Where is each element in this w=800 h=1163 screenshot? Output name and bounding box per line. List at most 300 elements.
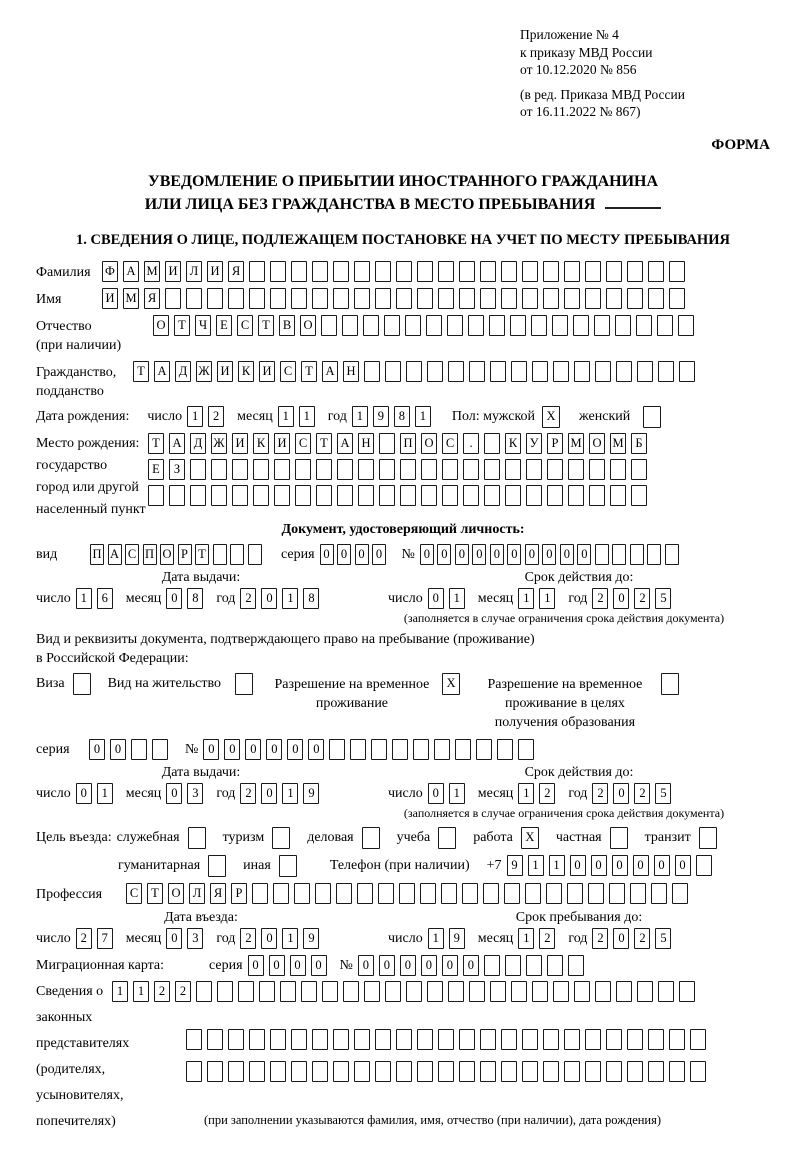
char-box[interactable]: 8 [394,406,410,427]
char-box[interactable]: 0 [542,544,556,565]
char-box[interactable]: 2 [539,928,555,949]
checkbox[interactable] [208,855,226,877]
char-box[interactable]: 0 [290,955,306,976]
char-box[interactable] [647,544,661,565]
char-box[interactable]: 1 [76,588,92,609]
char-box[interactable]: 2 [634,783,650,804]
char-box[interactable] [616,361,632,382]
char-box[interactable] [651,883,667,904]
char-box[interactable] [259,981,275,1002]
char-box[interactable] [396,1061,412,1082]
char-box[interactable]: 8 [187,588,203,609]
char-box[interactable] [610,485,626,506]
char-box[interactable]: 1 [518,928,534,949]
char-box[interactable]: 0 [355,544,369,565]
char-box[interactable]: Д [190,433,206,454]
char-box[interactable] [585,1029,601,1050]
char-box[interactable]: Ж [196,361,212,382]
char-box[interactable]: 1 [97,783,113,804]
char-box[interactable]: 1 [299,406,315,427]
char-box[interactable]: 0 [570,855,586,876]
char-box[interactable] [594,315,610,336]
char-box[interactable] [273,883,289,904]
char-box[interactable] [400,459,416,480]
char-box[interactable] [274,485,290,506]
char-box[interactable]: О [300,315,316,336]
char-box[interactable]: Е [148,459,164,480]
char-box[interactable] [333,1061,349,1082]
char-box[interactable] [441,883,457,904]
checkbox[interactable] [235,673,253,695]
char-box[interactable] [609,883,625,904]
char-box[interactable] [426,315,442,336]
char-box[interactable] [270,288,286,309]
char-box[interactable]: 1 [278,406,294,427]
char-box[interactable] [504,883,520,904]
char-box[interactable]: Т [316,433,332,454]
char-box[interactable]: 3 [187,783,203,804]
char-box[interactable] [249,1061,265,1082]
char-box[interactable] [690,1061,706,1082]
char-box[interactable]: П [400,433,416,454]
char-box[interactable]: А [169,433,185,454]
char-box[interactable]: Т [174,315,190,336]
char-box[interactable] [312,1029,328,1050]
char-box[interactable] [627,288,643,309]
char-box[interactable] [228,288,244,309]
char-box[interactable] [252,883,268,904]
char-box[interactable] [354,261,370,282]
char-box[interactable]: 2 [240,588,256,609]
char-box[interactable]: 0 [166,783,182,804]
char-box[interactable]: О [160,544,174,565]
char-box[interactable]: 0 [261,783,277,804]
char-box[interactable]: 1 [518,588,534,609]
char-box[interactable]: Т [301,361,317,382]
char-box[interactable]: 0 [525,544,539,565]
char-box[interactable]: 0 [203,739,219,760]
char-box[interactable] [186,288,202,309]
char-box[interactable] [505,955,521,976]
char-box[interactable]: С [125,544,139,565]
char-box[interactable]: 0 [400,955,416,976]
char-box[interactable] [406,361,422,382]
char-box[interactable] [280,981,296,1002]
char-box[interactable] [526,955,542,976]
char-box[interactable]: 2 [240,783,256,804]
char-box[interactable]: 0 [613,783,629,804]
char-box[interactable]: 2 [634,928,650,949]
char-box[interactable] [589,459,605,480]
char-box[interactable] [631,459,647,480]
char-box[interactable]: 0 [110,739,126,760]
char-box[interactable] [480,1029,496,1050]
char-box[interactable] [631,485,647,506]
char-box[interactable] [511,981,527,1002]
char-box[interactable] [131,739,147,760]
char-box[interactable] [238,981,254,1002]
char-box[interactable]: 7 [97,928,113,949]
char-box[interactable] [312,261,328,282]
char-box[interactable] [396,1029,412,1050]
char-box[interactable] [438,288,454,309]
char-box[interactable] [658,361,674,382]
char-box[interactable]: И [259,361,275,382]
char-box[interactable]: А [337,433,353,454]
char-box[interactable] [484,433,500,454]
char-box[interactable] [672,883,688,904]
char-box[interactable]: 2 [76,928,92,949]
char-box[interactable]: Я [228,261,244,282]
char-box[interactable]: Р [547,433,563,454]
char-box[interactable]: П [143,544,157,565]
char-box[interactable] [379,433,395,454]
char-box[interactable] [207,1061,223,1082]
char-box[interactable]: Л [186,261,202,282]
char-box[interactable]: 0 [320,544,334,565]
char-box[interactable]: И [165,261,181,282]
char-box[interactable] [637,981,653,1002]
char-box[interactable] [312,1061,328,1082]
char-box[interactable] [531,315,547,336]
char-box[interactable]: Ч [195,315,211,336]
char-box[interactable]: 0 [245,739,261,760]
char-box[interactable]: С [442,433,458,454]
char-box[interactable]: Р [178,544,192,565]
char-box[interactable]: 1 [449,783,465,804]
char-box[interactable]: К [238,361,254,382]
char-box[interactable] [270,1061,286,1082]
char-box[interactable] [396,261,412,282]
char-box[interactable]: 0 [675,855,691,876]
char-box[interactable]: О [589,433,605,454]
char-box[interactable] [522,288,538,309]
char-box[interactable] [469,981,485,1002]
char-box[interactable] [636,315,652,336]
char-box[interactable] [438,1029,454,1050]
char-box[interactable] [616,981,632,1002]
char-box[interactable] [459,261,475,282]
char-box[interactable] [501,1029,517,1050]
char-box[interactable]: М [123,288,139,309]
char-box[interactable]: 0 [308,739,324,760]
char-box[interactable] [501,288,517,309]
char-box[interactable]: П [90,544,104,565]
char-box[interactable]: 1 [539,588,555,609]
char-box[interactable] [567,883,583,904]
char-box[interactable] [547,485,563,506]
char-box[interactable] [459,1061,475,1082]
char-box[interactable] [249,1029,265,1050]
char-box[interactable]: 0 [311,955,327,976]
checkbox[interactable] [188,827,206,849]
char-box[interactable] [669,1061,685,1082]
char-box[interactable] [501,261,517,282]
char-box[interactable]: К [253,433,269,454]
char-box[interactable] [564,1061,580,1082]
char-box[interactable] [274,459,290,480]
char-box[interactable] [547,459,563,480]
char-box[interactable]: 2 [592,588,608,609]
char-box[interactable]: М [568,433,584,454]
checkbox[interactable]: X [521,827,539,849]
char-box[interactable] [413,739,429,760]
char-box[interactable]: 0 [490,544,504,565]
char-box[interactable]: З [169,459,185,480]
char-box[interactable]: И [274,433,290,454]
char-box[interactable] [213,544,227,565]
char-box[interactable]: 0 [420,544,434,565]
char-box[interactable] [427,981,443,1002]
char-box[interactable] [336,883,352,904]
char-box[interactable]: 0 [633,855,649,876]
char-box[interactable]: 1 [282,588,298,609]
char-box[interactable]: 1 [528,855,544,876]
char-box[interactable]: 0 [560,544,574,565]
checkbox[interactable] [643,406,661,428]
char-box[interactable]: 0 [428,588,444,609]
char-box[interactable] [228,1061,244,1082]
char-box[interactable] [270,1029,286,1050]
char-box[interactable]: 0 [437,544,451,565]
char-box[interactable]: 0 [428,783,444,804]
char-box[interactable] [294,883,310,904]
char-box[interactable] [316,485,332,506]
char-box[interactable] [690,1029,706,1050]
char-box[interactable] [190,459,206,480]
char-box[interactable] [291,1061,307,1082]
char-box[interactable]: 0 [248,955,264,976]
char-box[interactable] [364,361,380,382]
char-box[interactable] [350,739,366,760]
char-box[interactable]: О [421,433,437,454]
char-box[interactable] [364,981,380,1002]
char-box[interactable]: К [505,433,521,454]
char-box[interactable] [505,459,521,480]
char-box[interactable] [333,288,349,309]
char-box[interactable] [337,459,353,480]
char-box[interactable]: Д [175,361,191,382]
char-box[interactable]: 0 [455,544,469,565]
char-box[interactable] [543,1061,559,1082]
char-box[interactable] [315,883,331,904]
char-box[interactable]: Я [144,288,160,309]
char-box[interactable] [489,315,505,336]
char-box[interactable] [378,883,394,904]
char-box[interactable] [301,981,317,1002]
char-box[interactable] [232,459,248,480]
char-box[interactable]: 6 [97,588,113,609]
char-box[interactable]: 5 [655,928,671,949]
char-box[interactable] [291,1029,307,1050]
char-box[interactable]: И [102,288,118,309]
char-box[interactable]: 9 [449,928,465,949]
char-box[interactable] [371,739,387,760]
char-box[interactable] [169,485,185,506]
char-box[interactable]: 1 [282,783,298,804]
char-box[interactable]: 2 [592,928,608,949]
char-box[interactable] [333,261,349,282]
char-box[interactable] [480,288,496,309]
char-box[interactable] [420,883,436,904]
char-box[interactable] [468,315,484,336]
char-box[interactable] [484,485,500,506]
char-box[interactable] [253,459,269,480]
char-box[interactable] [696,855,712,876]
char-box[interactable]: 1 [112,981,128,1002]
char-box[interactable] [501,1061,517,1082]
char-box[interactable] [447,315,463,336]
char-box[interactable]: 2 [240,928,256,949]
char-box[interactable]: С [295,433,311,454]
char-box[interactable]: 0 [654,855,670,876]
char-box[interactable]: 0 [76,783,92,804]
char-box[interactable] [522,1061,538,1082]
char-box[interactable] [354,1029,370,1050]
char-box[interactable]: 0 [372,544,386,565]
checkbox[interactable] [279,855,297,877]
char-box[interactable]: 1 [133,981,149,1002]
char-box[interactable] [657,315,673,336]
char-box[interactable] [505,485,521,506]
char-box[interactable]: . [463,433,479,454]
char-box[interactable] [574,361,590,382]
char-box[interactable]: 0 [358,955,374,976]
char-box[interactable] [573,315,589,336]
char-box[interactable]: 1 [282,928,298,949]
char-box[interactable] [669,1029,685,1050]
char-box[interactable]: 1 [352,406,368,427]
char-box[interactable] [385,361,401,382]
char-box[interactable] [438,261,454,282]
char-box[interactable] [291,288,307,309]
char-box[interactable]: 0 [224,739,240,760]
char-box[interactable]: 0 [507,544,521,565]
char-box[interactable]: 0 [337,544,351,565]
char-box[interactable] [322,981,338,1002]
char-box[interactable] [442,485,458,506]
char-box[interactable]: А [123,261,139,282]
char-box[interactable]: 0 [612,855,628,876]
char-box[interactable] [522,261,538,282]
char-box[interactable] [610,459,626,480]
char-box[interactable] [248,544,262,565]
char-box[interactable]: С [280,361,296,382]
char-box[interactable] [589,485,605,506]
char-box[interactable] [337,485,353,506]
char-box[interactable]: Т [148,433,164,454]
char-box[interactable]: 0 [591,855,607,876]
char-box[interactable] [357,883,373,904]
char-box[interactable] [405,315,421,336]
char-box[interactable] [648,288,664,309]
checkbox[interactable]: X [442,673,460,695]
char-box[interactable] [417,1029,433,1050]
char-box[interactable] [421,459,437,480]
char-box[interactable]: О [153,315,169,336]
char-box[interactable] [648,1061,664,1082]
char-box[interactable] [421,485,437,506]
char-box[interactable] [427,361,443,382]
char-box[interactable] [480,261,496,282]
char-box[interactable] [483,883,499,904]
char-box[interactable] [564,261,580,282]
char-box[interactable]: Т [133,361,149,382]
checkbox[interactable] [73,673,91,695]
char-box[interactable] [379,485,395,506]
char-box[interactable]: 1 [428,928,444,949]
char-box[interactable] [207,288,223,309]
char-box[interactable] [291,261,307,282]
char-box[interactable] [606,261,622,282]
char-box[interactable] [658,981,674,1002]
char-box[interactable] [186,1061,202,1082]
char-box[interactable] [469,361,485,382]
char-box[interactable] [392,739,408,760]
char-box[interactable] [448,361,464,382]
char-box[interactable] [448,981,464,1002]
char-box[interactable] [459,1029,475,1050]
char-box[interactable] [526,459,542,480]
checkbox[interactable] [362,827,380,849]
char-box[interactable]: 0 [266,739,282,760]
char-box[interactable] [232,485,248,506]
char-box[interactable] [228,1029,244,1050]
char-box[interactable]: В [279,315,295,336]
char-box[interactable] [354,1061,370,1082]
char-box[interactable] [518,739,534,760]
char-box[interactable]: 2 [592,783,608,804]
char-box[interactable] [385,981,401,1002]
char-box[interactable]: 0 [613,928,629,949]
char-box[interactable] [679,981,695,1002]
char-box[interactable] [630,883,646,904]
char-box[interactable]: 5 [655,588,671,609]
char-box[interactable]: А [154,361,170,382]
checkbox[interactable] [438,827,456,849]
char-box[interactable]: 1 [415,406,431,427]
char-box[interactable] [497,739,513,760]
char-box[interactable] [333,1029,349,1050]
char-box[interactable]: 5 [655,783,671,804]
char-box[interactable] [270,261,286,282]
char-box[interactable] [490,981,506,1002]
char-box[interactable] [547,955,563,976]
char-box[interactable] [186,1029,202,1050]
char-box[interactable]: А [322,361,338,382]
char-box[interactable] [552,315,568,336]
char-box[interactable]: 2 [208,406,224,427]
char-box[interactable]: 1 [187,406,203,427]
char-box[interactable] [463,485,479,506]
char-box[interactable] [396,288,412,309]
char-box[interactable] [462,883,478,904]
char-box[interactable]: С [237,315,253,336]
char-box[interactable] [384,315,400,336]
char-box[interactable] [615,315,631,336]
checkbox[interactable] [661,673,679,695]
char-box[interactable]: 2 [175,981,191,1002]
char-box[interactable]: 2 [634,588,650,609]
char-box[interactable] [510,315,526,336]
char-box[interactable]: 3 [187,928,203,949]
char-box[interactable] [637,361,653,382]
char-box[interactable]: 0 [442,955,458,976]
char-box[interactable] [595,981,611,1002]
char-box[interactable] [564,288,580,309]
char-box[interactable]: 0 [261,588,277,609]
char-box[interactable]: 9 [303,783,319,804]
